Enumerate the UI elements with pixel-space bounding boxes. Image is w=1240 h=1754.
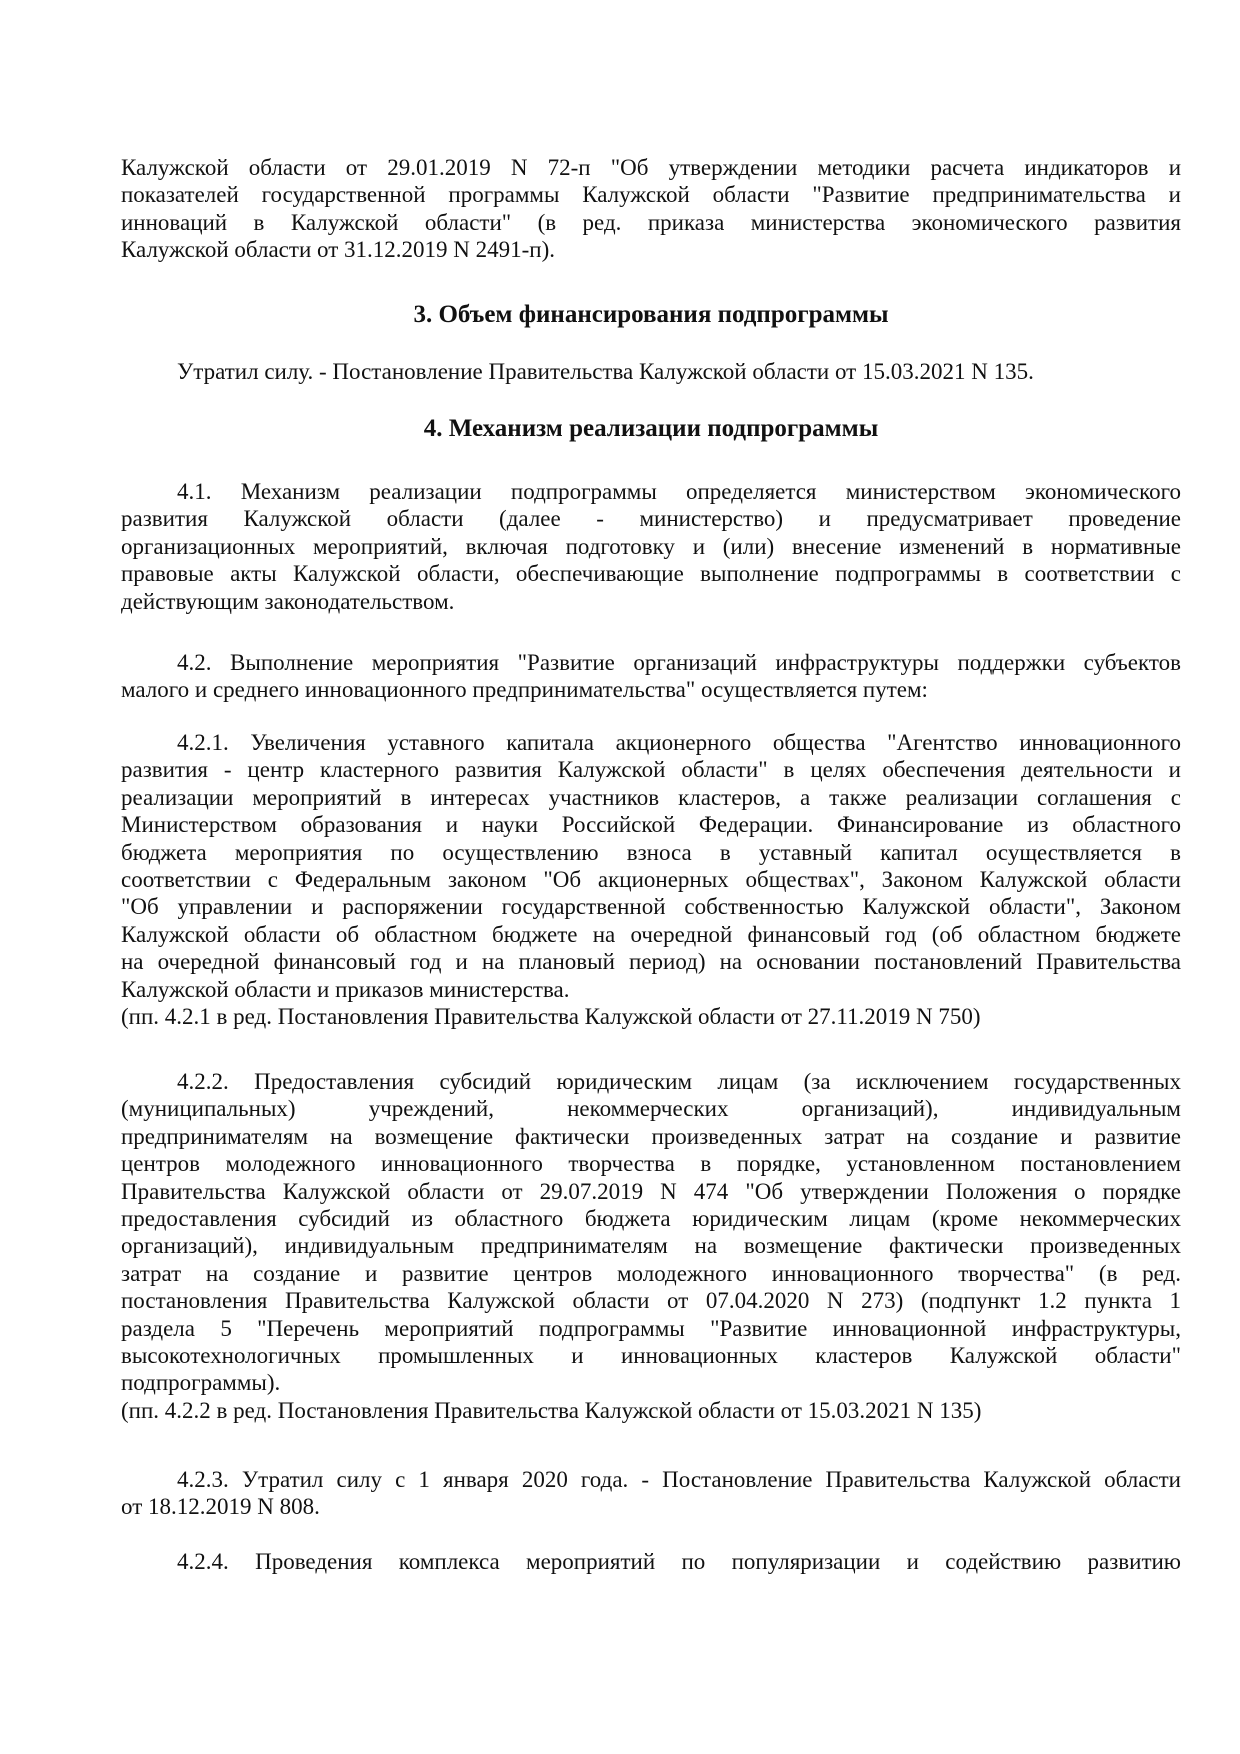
paragraph <box>121 1068 1181 1424</box>
text-line: 4.1. Механизм реализации подпрограммы определяется министерством экономического <box>177 479 1181 504</box>
text-line: "Об управлении и распоряжении государственной собственностью Калужской области", Законом <box>121 894 1181 920</box>
text-line: 4.2. Выполнение мероприятия "Развитие организаций инфраструктуры поддержки субъектов <box>177 650 1181 675</box>
text-line: затрат на создание и развитие центров молодежного инновационного творчества" (в ред. <box>121 1260 1181 1286</box>
section-heading: 3. Объем финансирования подпрограммы <box>413 301 889 328</box>
text-line: от 18.12.2019 N 808. <box>121 1494 320 1520</box>
text-line: показателей государственной программы Калужской области "Развитие предпринимательства и <box>121 182 1181 208</box>
text-line: центров молодежного инновационного творчества в порядке, установленном постановлением <box>121 1151 1181 1177</box>
paragraph <box>121 478 1181 615</box>
text-line: Министерством образования и науки Российской Федерации. Финансирование из областного <box>121 812 1181 838</box>
amendment-note: (пп. 4.2.2 в ред. Постановления Правительства Калужской области от 15.03.2021 N 135) <box>121 1397 982 1423</box>
text-line: организационных мероприятий, включая подготовку и (или) внесение изменений в нормативные <box>121 533 1181 559</box>
paragraph <box>121 1466 1181 1521</box>
text-line: 4.2.1. Увеличения уставного капитала акционерного общества "Агентство инновационного <box>177 730 1181 755</box>
text-line: правовые акты Калужской области, обеспечивающие выполнение подпрограммы в соответствии с <box>121 561 1181 587</box>
text-line: малого и среднего инновационного предпринимательства" осуществляется путем: <box>121 677 928 703</box>
text-line: бюджета мероприятия по осуществлению взноса в уставный капитал осуществляется в <box>121 839 1181 865</box>
paragraph <box>121 649 1181 704</box>
text-line: высокотехнологичных промышленных и инновационных кластеров Калужской области" <box>121 1342 1181 1368</box>
text-line: Калужской области и приказов министерства. <box>121 976 570 1002</box>
amendment-note: (пп. 4.2.1 в ред. Постановления Правительства Калужской области от 27.11.2019 N 750) <box>121 1003 981 1029</box>
paragraph <box>121 154 1181 264</box>
text-line: (муниципальных) учреждений, некоммерческих организаций), индивидуальным <box>121 1096 1181 1122</box>
text-line: реализации мероприятий в интересах участников кластеров, а также реализации соглашения с <box>121 784 1181 810</box>
paragraph <box>121 358 1181 385</box>
text-line: развития Калужской области (далее - министерство) и предусматривает проведение <box>121 506 1181 532</box>
text-line: развития - центр кластерного развития Калужской области" в целях обеспечения деятельности и <box>121 757 1181 783</box>
text-line: 4.2.3. Утратил силу с 1 января 2020 года. - Постановление Правительства Калужской области <box>177 1467 1181 1492</box>
text-line: 4.2.2. Предоставления субсидий юридическим лицам (за исключением государственных <box>177 1069 1181 1094</box>
paragraph <box>121 1548 1181 1575</box>
text-line: предоставления субсидий из областного бюджета юридическим лицам (кроме некоммерческих <box>121 1205 1181 1231</box>
text-line: постановления Правительства Калужской области от 07.04.2020 N 273) (подпункт 1.2 пункта 1 <box>121 1288 1181 1314</box>
text-line: раздела 5 "Перечень мероприятий подпрограммы "Развитие инновационной инфраструктуры, <box>121 1315 1181 1341</box>
text-line: подпрограммы). <box>121 1370 281 1396</box>
text-line: предпринимателям на возмещение фактически произведенных затрат на создание и развитие <box>121 1123 1181 1149</box>
text-line: действующим законодательством. <box>121 588 455 614</box>
section-heading: 4. Механизм реализации подпрограммы <box>423 415 879 442</box>
text-line: организаций), индивидуальным предпринимателям на возмещение фактически произведенных <box>121 1233 1181 1259</box>
text-line: соответствии с Федеральным законом "Об акционерных обществах", Законом Калужской области <box>121 866 1181 892</box>
text-line: Калужской области от 29.01.2019 N 72-п "Об утверждении методики расчета индикаторов и <box>121 155 1181 180</box>
text-line: на очередной финансовый год и на плановый период) на основании постановлений Правительства <box>121 949 1181 975</box>
text-line: Утратил силу. - Постановление Правительства Калужской области от 15.03.2021 N 135. <box>177 359 1034 384</box>
text-line: Калужской области об областном бюджете на очередной финансовый год (об областном бюджете <box>121 921 1181 947</box>
paragraph <box>121 729 1181 1030</box>
text-line: Правительства Калужской области от 29.07.2019 N 474 "Об утверждении Положения о порядке <box>121 1178 1181 1204</box>
text-line: Калужской области от 31.12.2019 N 2491-п). <box>121 237 555 263</box>
text-line: инноваций в Калужской области" (в ред. приказа министерства экономического развития <box>121 209 1181 235</box>
text-line: 4.2.4. Проведения комплекса мероприятий по популяризации и содействию развитию <box>177 1549 1181 1574</box>
